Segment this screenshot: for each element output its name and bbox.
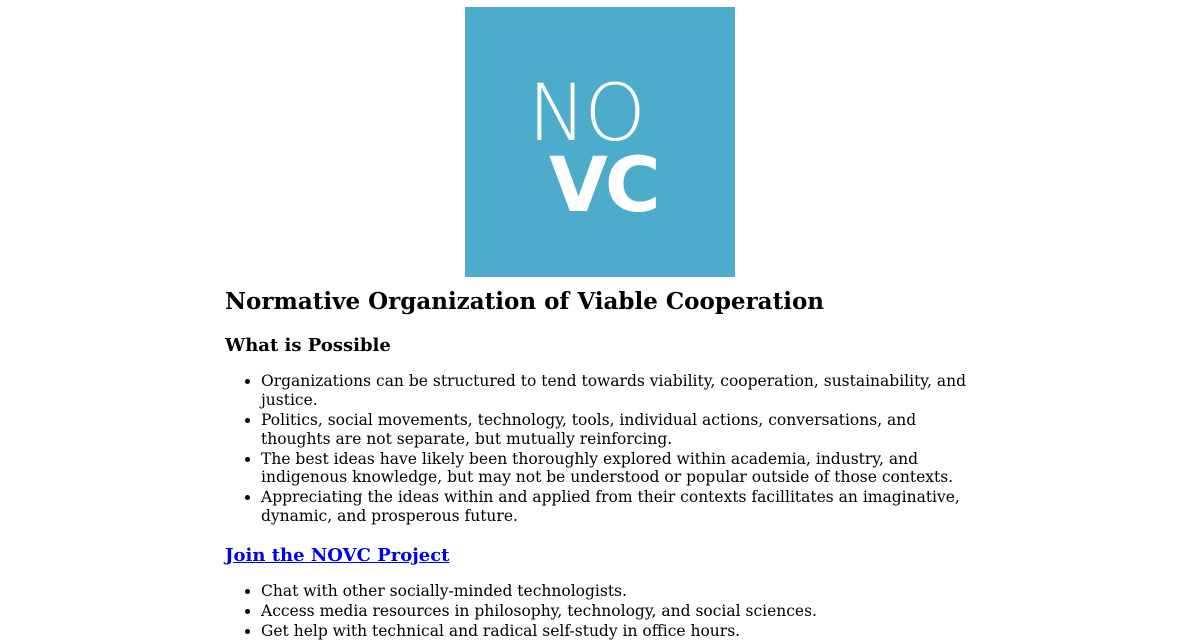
section-heading-what-is-possible: What is Possible (225, 334, 391, 356)
what-is-possible-list (225, 372, 975, 526)
list-item: • Politics, social movements, technology, tools, individual actions, conversations, and thoughts are not separate, but mutually reinforcing. (261, 411, 975, 449)
list-item: • The best ideas have likely been thoroughly explored within academia, industry, and indigenous knowledge, but may not be understood or popular outside of those contexts. (261, 450, 975, 488)
page-container (225, 7, 975, 641)
logo-text-no: NO (528, 69, 644, 159)
page-title: Normative Organization of Viable Cooperation (225, 288, 825, 315)
list-item: • Appreciating the ideas within and applied from their contexts facillitates an imaginative, dynamic, and prosperous future. (261, 488, 975, 526)
list-item: • Get help with technical and radical self-study in office hours. (261, 622, 975, 641)
logo-text-vc: VC (549, 140, 658, 229)
join-section-heading (225, 545, 975, 566)
list-item: • Chat with other socially-minded technologists. (261, 582, 975, 601)
list-item: • Organizations can be structured to tend towards viability, cooperation, sustainability, and justice. (261, 372, 975, 410)
list-item: • Access media resources in philosophy, technology, and social sciences. (261, 602, 975, 621)
join-novc-link[interactable]: Join the NOVC Project (225, 545, 450, 567)
join-benefits-list (225, 582, 975, 641)
novc-logo (465, 7, 735, 277)
